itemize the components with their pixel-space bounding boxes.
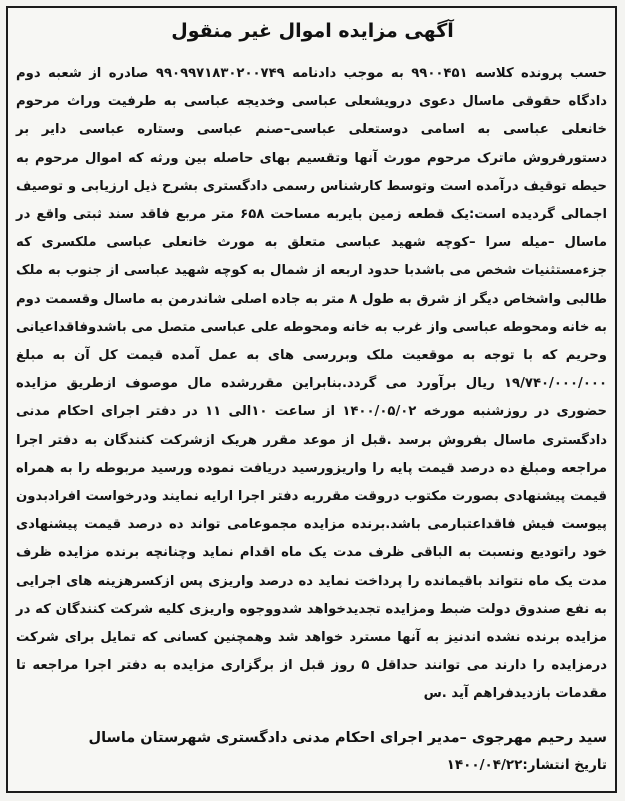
signer-line: سید رحیم مهرجوی –مدیر اجرای احکام مدنی دادگستری شهرستان ماسال [88, 730, 607, 746]
notice-body: حسب پرونده کلاسه ۹۹۰۰۴۵۱ به موجب دادنامه ۹۹۰۹۹۷۱۸۳۰۲۰۰۷۴۹ صادره از شعبه دوم دادگاه حقوقی ماسال دعوی درویشعلی عباسی وخدیجه عباسی به طرفیت وراث مرحوم خانعلی عباسی به اسامی دوستعلی عباسی–صنم عباسی وستاره عباسی دایر بر دستورفروش ماترک مرحوم مورث آنها وتقسیم بهای حاصله بین ورثه که اموال مرحوم به حیطه توقیف درآمده است وتوسط کارشناس رسمی دادگستری بشرح ذیل ارزیابی و توصیف اجمالی گردیده است:یک قطعه زمین بایربه مساحت ۶۵۸ متر مربع فاقد سند ثبتی واقع در ماسال –میله سرا –کوچه شهید عباسی متعلق به مورث خانعلی عباسی ملکسری که جزءمستثنیات شخص می باشدبا حدود اربعه از شمال به کوچه شهید عباسی از جنوب به ملک طالبی واشخاص دیگر از شرق به طول ۸ متر به جاده اصلی شاندرمن به ماسال وقسمت دوم به خانه ومحوطه عباسی واز غرب به خانه ومحوطه علی عباسی متصل می باشدوفاقداعیانی وحریم که با توجه به موقعیت ملک وبررسی های به عمل آمده قیمت کل آن به مبلغ ۱۹/۷۴۰/۰۰۰/۰۰۰ ریال برآورد می گردد.بنابراین مقررشده مال موصوف ازطریق مزایده حضوری در روزشنبه مورخه ۱۴۰۰/۰۵/۰۲ از ساعت ۱۰الی ۱۱ در دفتر اجرای احکام مدنی دادگستری ماسال بفروش برسد .قبل از موعد مقرر هریک ازشرکت کنندگان به دفتر اجرا مراجعه ومبلغ ده درصد قیمت پایه را واریزورسید دریافت نموده ورسید مربوطه را به همراه قیمت پیشنهادی بصورت مکتوب دروقت مقرربه دفتر اجرا ارایه نمایند ودرخواست افرادبدون پیوست فیش فاقداعتبارمی باشد.برنده مزایده مجموعامی تواند ده درصد قیمت پیشنهادی خود راتودیع ونسبت به الباقی ظرف مدت یک ماه اقدام نماید وچنانچه برنده مزایده ظرف مدت یک ماه نتواند باقیمانده را پرداخت نماید ده درصد واریزی پس ازکسرهزینه های اجرایی به نفع صندوق دولت ضبط ومزایده تجدیدخواهد شدووجوه واریزی کلیه شرکت کنندگان که در مزایده برنده نشده اندنیز به آنها مسترد خواهد شد وهمچنین کسانی که تمایل برای شرکت درمزایده را دارند می توانند حداقل ۵ روز قبل از برگزاری مزایده به دفتر اجرا مراجعه تا مقدمات بازدیدفراهم آید .س [16, 66, 608, 702]
publish-date: تاریخ انتشار:۱۴۰۰/۰۴/۲۲ [446, 757, 607, 773]
notice-title: آگهی مزایده اموال غیر منقول [171, 20, 454, 42]
